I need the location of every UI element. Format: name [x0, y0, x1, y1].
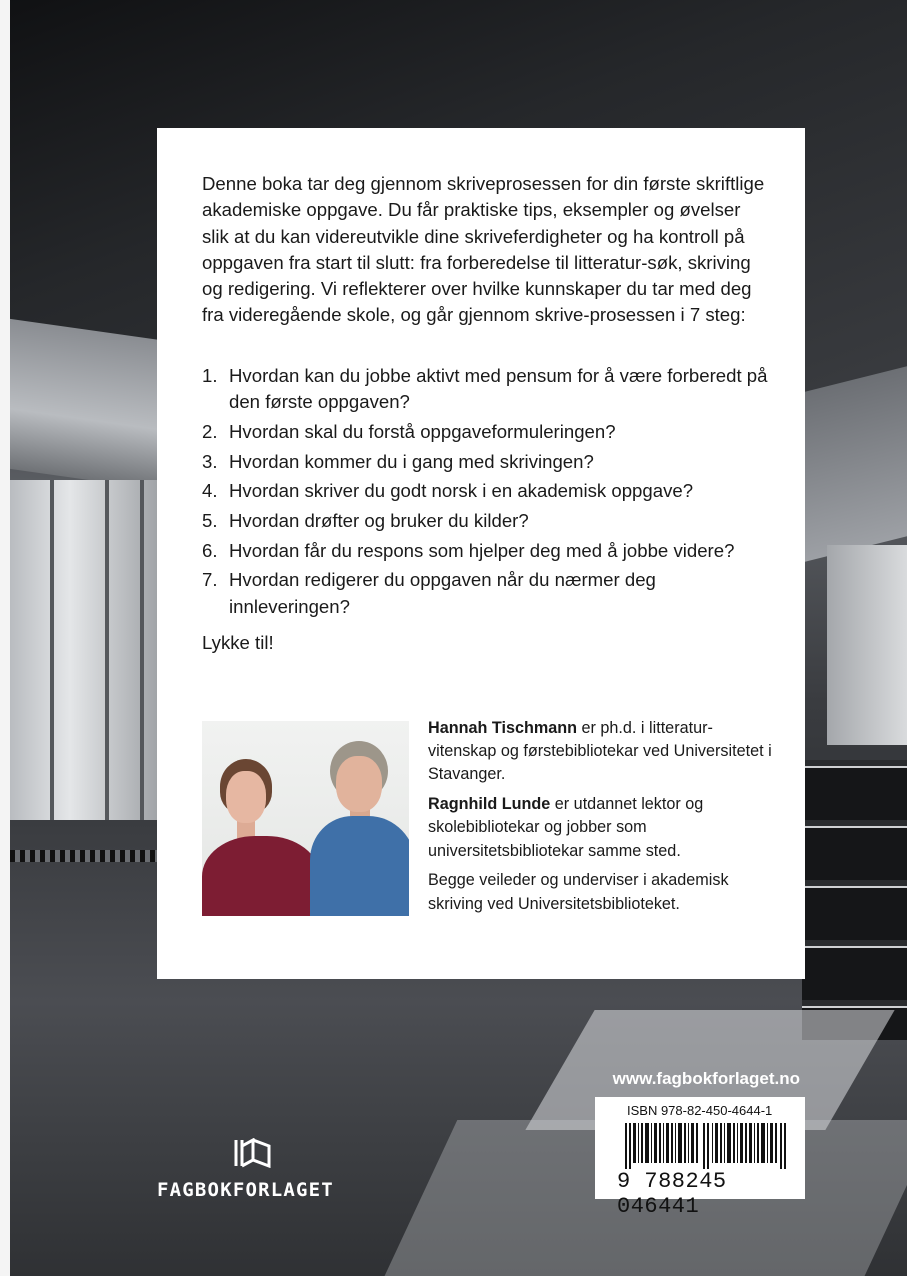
author-bio-text: er utdannet lektor og skolebibliotekar og jobber som universitetsbibliotekar samme sted. — [428, 795, 704, 860]
isbn-label: ISBN 978-82-450-4644-1 — [627, 1103, 773, 1118]
step-text: Hvordan kan du jobbe aktivt med pensum for å være forberedt på den første oppgaven? — [229, 365, 768, 413]
red-sweater — [202, 836, 320, 916]
steps-list — [202, 363, 772, 623]
list-item — [202, 508, 772, 534]
step-number: 3. — [202, 450, 218, 472]
window-mullion — [50, 480, 54, 820]
step-number: 4. — [202, 480, 218, 502]
step-number: 2. — [202, 420, 218, 442]
publisher-name: FAGBOKFORLAGET — [157, 1179, 334, 1201]
author-name: Hannah Tischmann — [428, 719, 578, 737]
text-panel — [157, 128, 805, 979]
author-bio-1 — [428, 717, 778, 787]
author-bio-2 — [428, 793, 778, 863]
window-right — [827, 545, 907, 745]
step-number: 6. — [202, 539, 218, 561]
closing-text: Lykke til! — [202, 632, 274, 653]
window-mullion — [105, 480, 109, 820]
intro-text: Denne boka tar deg gjennom skriveprosessen for din første skriftlige akademiske oppgave. Du får praktiske tips, eksempler og øvelser slik at du kan videreutvikle dine skriveferdigheter og ha kontroll på oppgaven fra start til slutt: fra forberedelse til litteratur-søk, skriving og redigering. Vi reflekterer over hvilke kunnskaper du tar med deg fra videregående skole, og går gjennom skrive-prosessen i 7 steg: — [202, 173, 765, 326]
list-item — [202, 419, 772, 445]
list-item — [202, 363, 772, 416]
step-text: Hvordan skriver du godt norsk i en akademisk oppgave? — [229, 480, 694, 502]
list-item — [202, 478, 772, 504]
step-text: Hvordan kommer du i gang med skrivingen? — [229, 450, 594, 472]
author-bios — [428, 717, 778, 922]
step-text: Hvordan får du respons som hjelper deg med å jobbe videre? — [229, 539, 735, 561]
step-number: 5. — [202, 510, 218, 532]
barcode-number: 9 788245 046441 — [617, 1169, 727, 1219]
face — [336, 756, 382, 812]
floor-grate — [10, 850, 158, 862]
face — [226, 771, 266, 823]
author-photo — [202, 721, 409, 916]
page-edge — [0, 0, 10, 1276]
barcode-icon — [625, 1123, 790, 1169]
step-text: Hvordan redigerer du oppgaven når du nærmer deg innleveringen? — [229, 569, 656, 617]
blue-shirt — [310, 816, 409, 916]
barcode-box — [595, 1097, 805, 1219]
author-bio-text: er ph.d. i litteratur-vitenskap og førstebibliotekar ved Universitetet i Stavanger. — [428, 719, 772, 784]
ceiling-beam-right — [797, 366, 907, 563]
step-number: 7. — [202, 569, 218, 591]
window-left — [10, 480, 160, 820]
bookshelf — [802, 760, 907, 1040]
publisher-website: www.fagbokforlaget.no — [612, 1069, 800, 1088]
open-book-icon — [233, 1138, 273, 1168]
author-name: Ragnhild Lunde — [428, 795, 551, 814]
list-item — [202, 567, 772, 620]
step-number: 1. — [202, 365, 218, 386]
step-text: Hvordan drøfter og bruker du kilder? — [229, 510, 529, 532]
window-mullion — [140, 480, 144, 820]
publisher-logo — [157, 1138, 357, 1208]
list-item — [202, 449, 772, 475]
authors-shared-bio: Begge veileder og underviser i akademisk skriving ved Universitetsbiblioteket. — [428, 871, 729, 913]
list-item — [202, 538, 772, 564]
step-text: Hvordan skal du forstå oppgaveformuleringen? — [229, 420, 616, 442]
